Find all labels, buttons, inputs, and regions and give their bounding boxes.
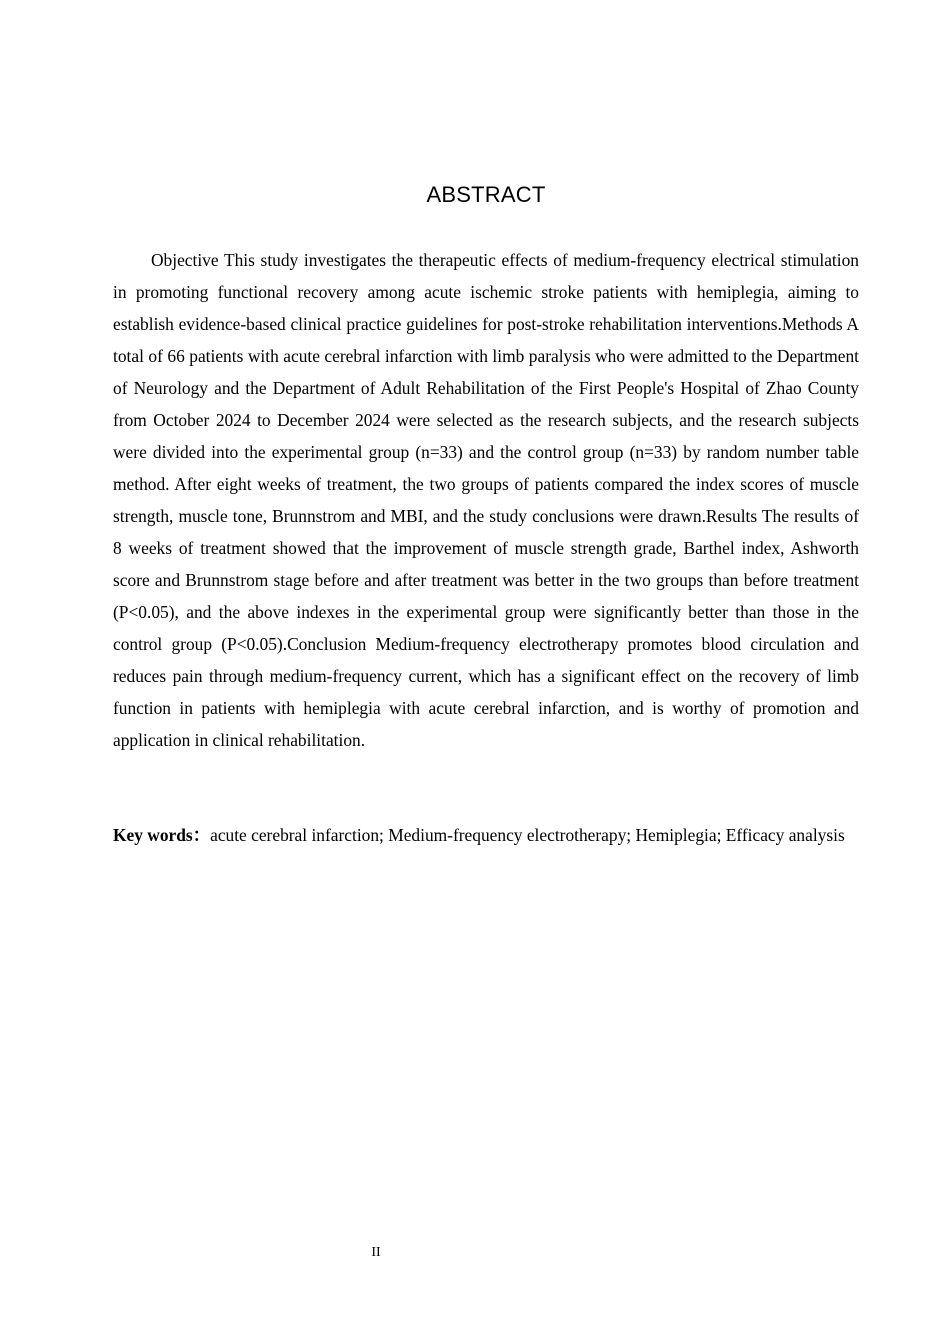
page-number: II — [371, 1245, 381, 1260]
keywords-label: Key words： — [113, 825, 211, 845]
keywords-paragraph — [113, 819, 859, 851]
abstract-body: Objective This study investigates the therapeutic effects of medium-frequency electrical stimulation in promoting functional recovery among acute ischemic stroke patients with hemiplegia, aiming to establish evidence-based clinical practice guidelines for post-stroke rehabilitation interventions.Methods A total of 66 patients with acute cerebral infarction with limb paralysis who were admitted to the Department of Neurology and the Department of Adult Rehabilitation of the First People's Hospital of Zhao County from October 2024 to December 2024 were selected as the research subjects, and the research subjects were divided into the experimental group (n=33) and the control group (n=33) by random number table method. After eight weeks of treatment, the two groups of patients compared the index scores of muscle strength, muscle tone, Brunnstrom and MBI, and the study conclusions were drawn.Results The results of 8 weeks of treatment showed that the improvement of muscle strength grade, Barthel index, Ashworth score and Brunnstrom stage before and after treatment was better in the two groups than before treatment (P<0.05), and the above indexes in the experimental group were significantly better than those in the control group (P<0.05).Conclusion Medium-frequency electrotherapy promotes blood circulation and reduces pain through medium-frequency current, which has a significant effect on the recovery of limb function in patients with hemiplegia with acute cerebral infarction, and is worthy of promotion and application in clinical rehabilitation. — [113, 250, 859, 750]
abstract-heading: ABSTRACT — [426, 182, 546, 207]
keywords-list: acute cerebral infarction; Medium-frequency electrotherapy; Hemiplegia; Efficacy analysis — [210, 825, 845, 845]
